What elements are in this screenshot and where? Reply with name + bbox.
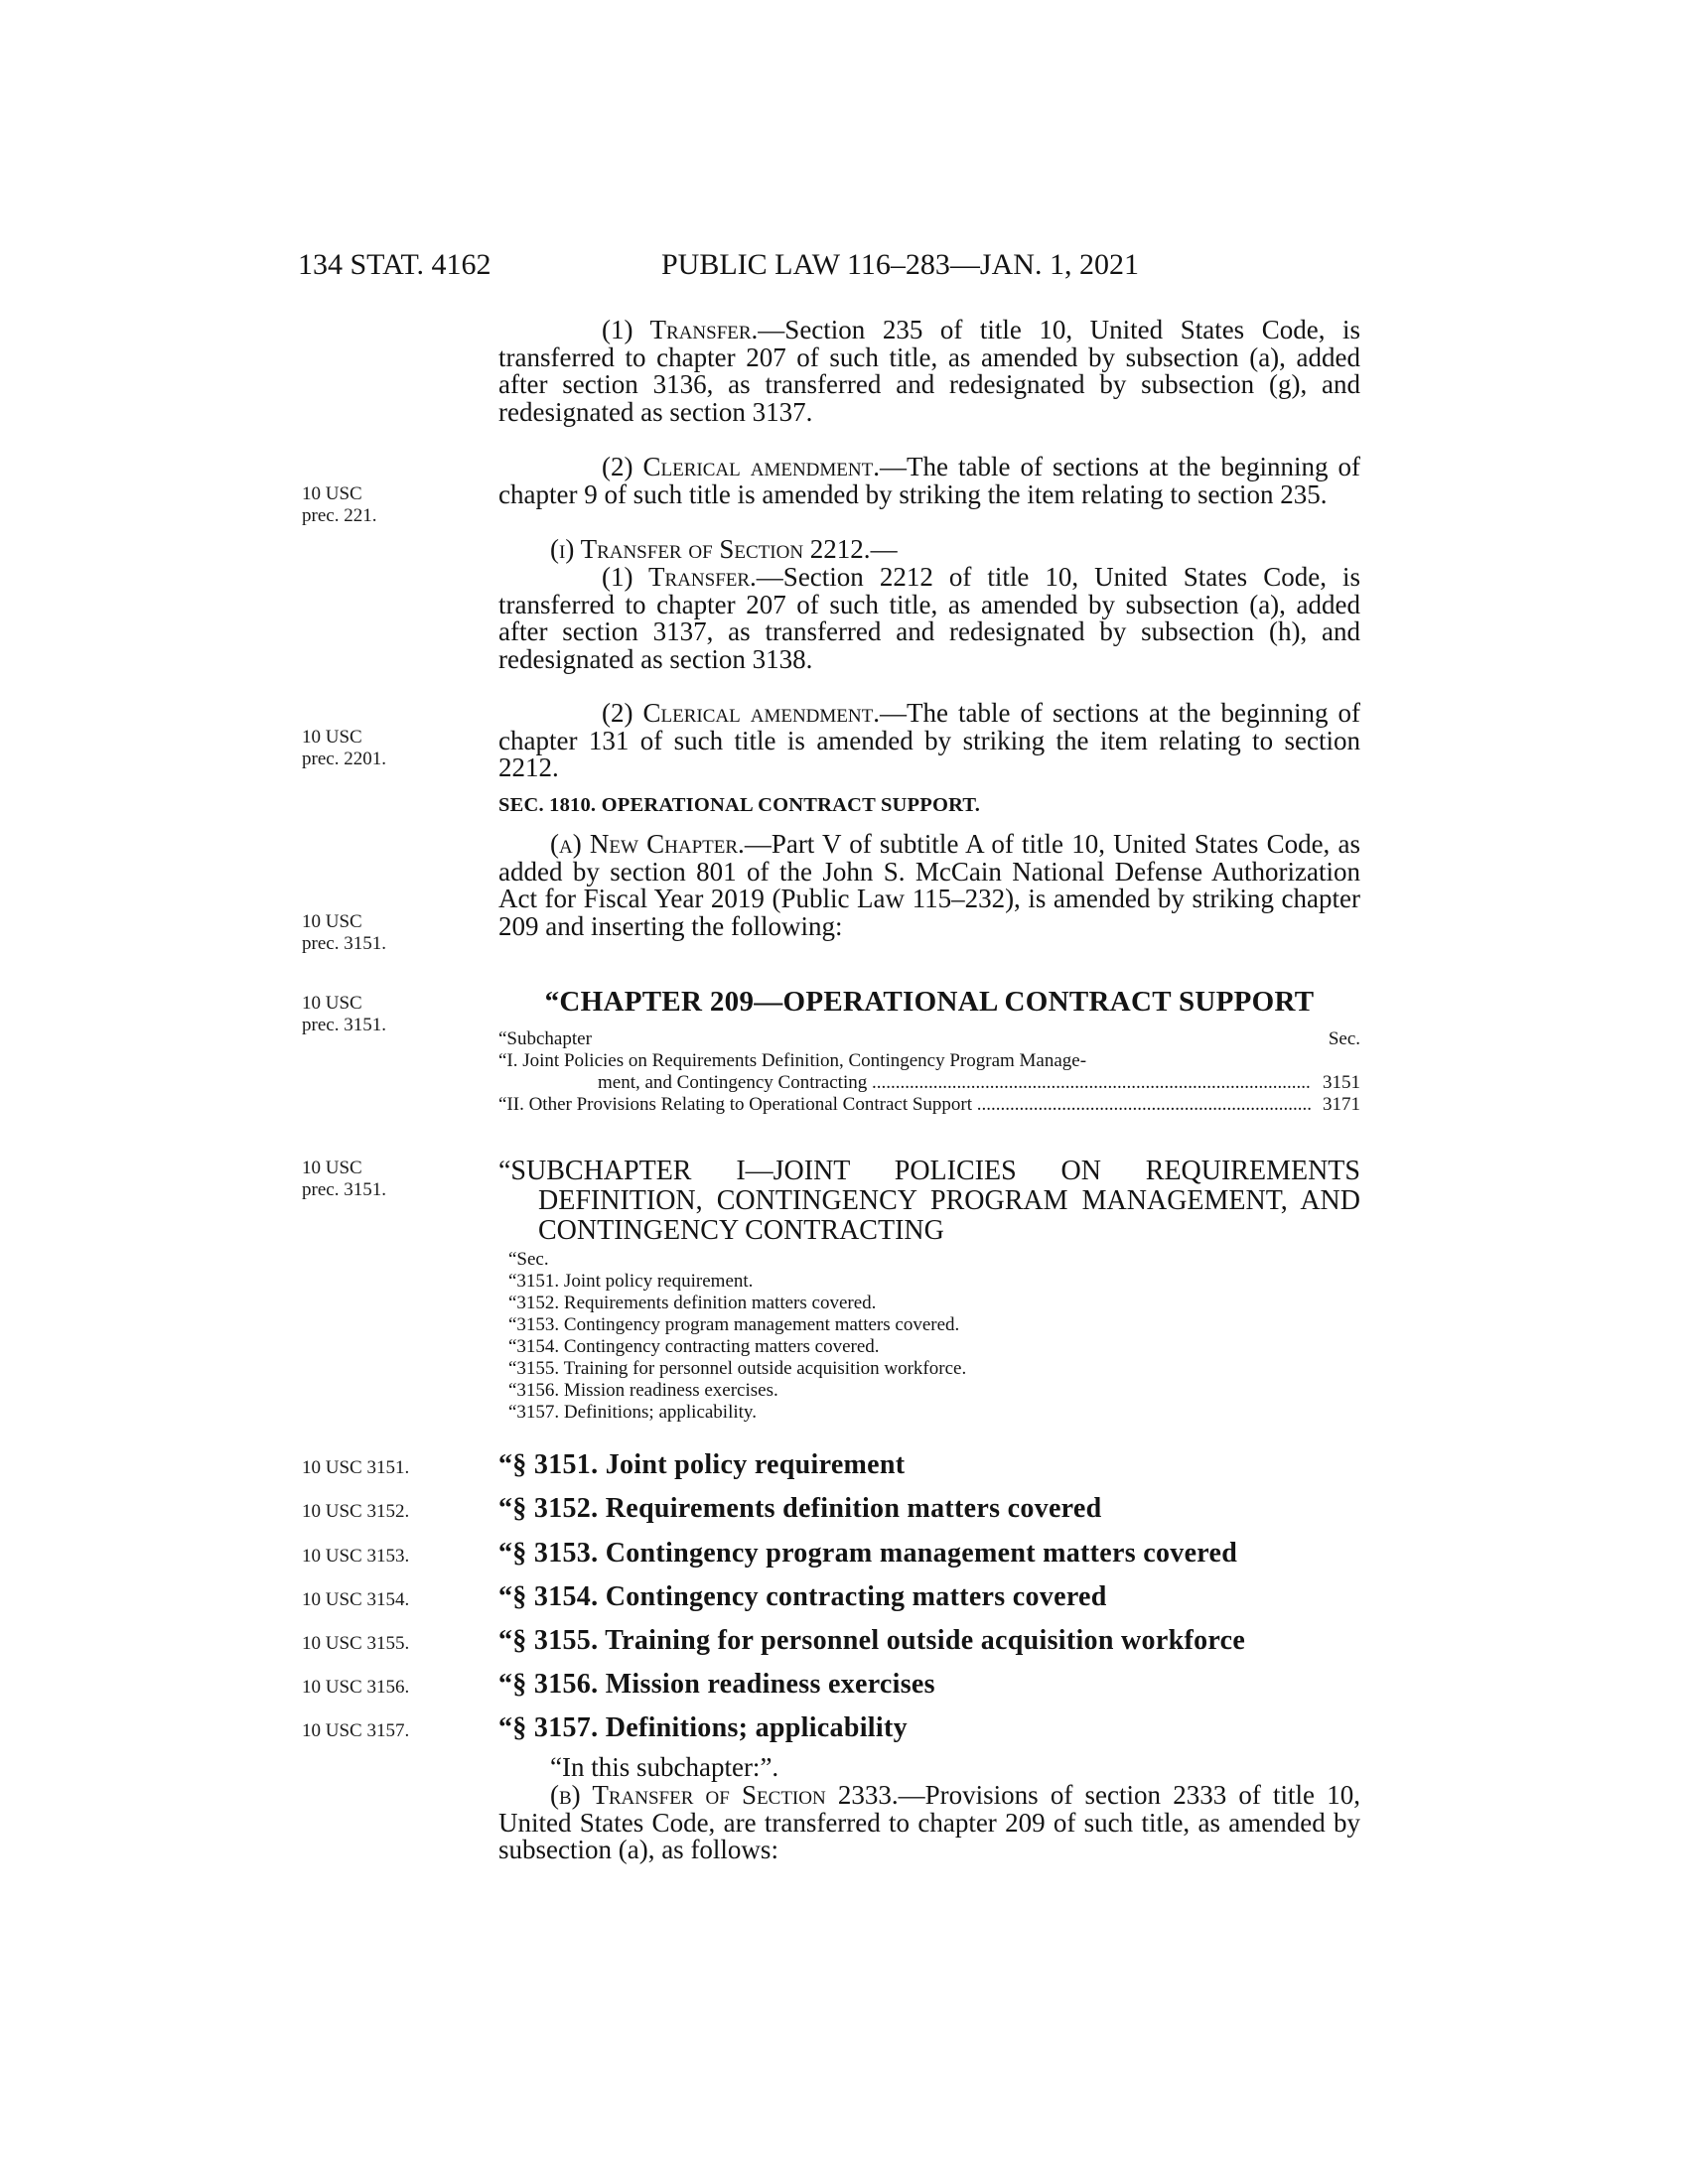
law-title: PUBLIC LAW 116–283—JAN. 1, 2021 <box>661 248 1139 281</box>
section-list <box>508 1249 966 1424</box>
margin-note: 10 USC prec. 3151. <box>302 1158 386 1200</box>
heading-3151: “§ 3151. Joint policy requirement <box>498 1449 906 1480</box>
toc-item-1: ment, and Contingency Contracting ..... 3151 <box>498 1072 1360 1094</box>
paragraph-h1: (1) Transfer.—Section 235 of title 10, United States Code, is transferred to chapter 207 of such title, as amended by subsection (a), added after section 3136, as transferred and redesignated by subsection (g), and redesignated as section 3137. <box>498 315 1360 428</box>
paragraph-i: (i) Transfer of Section 2212.— <box>550 534 898 564</box>
heading-3154: “§ 3154. Contingency contracting matters covered <box>498 1581 1107 1612</box>
paragraph-a: (a) New Chapter.—Part V of subtitle A of title 10, United States Code, as added by section 801 of the John S. McCain National Defense Authorization Act for Fiscal Year 2019 (Public Law 115–232), is amended by striking chapter 209 and inserting the following: <box>498 829 1361 942</box>
chapter-title: “CHAPTER 209—OPERATIONAL CONTRACT SUPPORT <box>544 986 1315 1018</box>
subchapter-text: “In this subchapter:”. <box>550 1752 779 1782</box>
list-item: “3157. Definitions; applicability. <box>508 1402 757 1423</box>
paragraph-i1: (1) Transfer.—Section 2212 of title 10, United States Code, is transferred to chapter 207 of such title, as amended by subsection (a), added after section 3137, as transferred and redesignated by subsection (h), and redesignated as section 3138. <box>498 562 1360 675</box>
stat-reference: 134 STAT. 4162 <box>298 248 492 281</box>
margin-note: 10 USC prec. 2201. <box>302 727 386 769</box>
margin-note: 10 USC prec. 3151. <box>302 993 386 1035</box>
margin-note-3156: 10 USC 3156. <box>302 1677 410 1698</box>
section-title: SEC. 1810. OPERATIONAL CONTRACT SUPPORT. <box>498 794 981 816</box>
margin-note-3154: 10 USC 3154. <box>302 1589 410 1610</box>
toc-item-1-line1: “I. Joint Policies on Requirements Definition, Contingency Program Manage- <box>498 1050 1087 1071</box>
heading-3155: “§ 3155. Training for personnel outside acquisition workforce <box>498 1625 1246 1656</box>
list-item: “3153. Contingency program management matters covered. <box>508 1314 960 1335</box>
list-item: “3156. Mission readiness exercises. <box>508 1380 778 1401</box>
margin-note-3152: 10 USC 3152. <box>302 1501 410 1522</box>
paragraph-h2: (2) Clerical amendment.—The table of sections at the beginning of chapter 9 of such title is amended by striking the item relating to section 235. <box>498 452 1360 509</box>
paragraph-i2: (2) Clerical amendment.—The table of sections at the beginning of chapter 131 of such title is amended by striking the item relating to section 2212. <box>498 698 1360 783</box>
heading-3157: “§ 3157. Definitions; applicability <box>498 1712 908 1743</box>
margin-note: 10 USC prec. 221. <box>302 483 377 526</box>
paragraph-b: (b) Transfer of Section 2333.—Provisions of section 2333 of title 10, United States Code, are transferred to chapter 209 of such title, as amended by subsection (a), as follows: <box>498 1780 1360 1865</box>
list-item: “3154. Contingency contracting matters covered. <box>508 1336 880 1357</box>
margin-note-3157: 10 USC 3157. <box>302 1720 410 1741</box>
list-item: “3151. Joint policy requirement. <box>508 1271 754 1292</box>
margin-note-3153: 10 USC 3153. <box>302 1546 410 1567</box>
toc-header: “Subchapter Sec. <box>498 1028 1360 1049</box>
heading-3153: “§ 3153. Contingency program management matters covered <box>498 1538 1238 1569</box>
margin-note-3155: 10 USC 3155. <box>302 1633 410 1654</box>
subchapter-title: “SUBCHAPTER I—JOINT POLICIES ON REQUIREMENTS DEFINITION, CONTINGENCY PROGRAM MANAGEMENT, AND CONTINGENCY CONTRACTING <box>498 1156 1360 1246</box>
margin-note: 10 USC prec. 3151. <box>302 911 386 954</box>
heading-3152: “§ 3152. Requirements definition matters covered <box>498 1493 1102 1524</box>
toc-item-2: “II. Other Provisions Relating to Operational Contract Support ..... 3171 <box>498 1094 1360 1116</box>
margin-note-3151: 10 USC 3151. <box>302 1457 410 1478</box>
list-item: “3155. Training for personnel outside acquisition workforce. <box>508 1358 967 1379</box>
section-list-head: “Sec. <box>508 1249 549 1270</box>
list-item: “3152. Requirements definition matters covered. <box>508 1293 877 1313</box>
heading-3156: “§ 3156. Mission readiness exercises <box>498 1669 935 1700</box>
